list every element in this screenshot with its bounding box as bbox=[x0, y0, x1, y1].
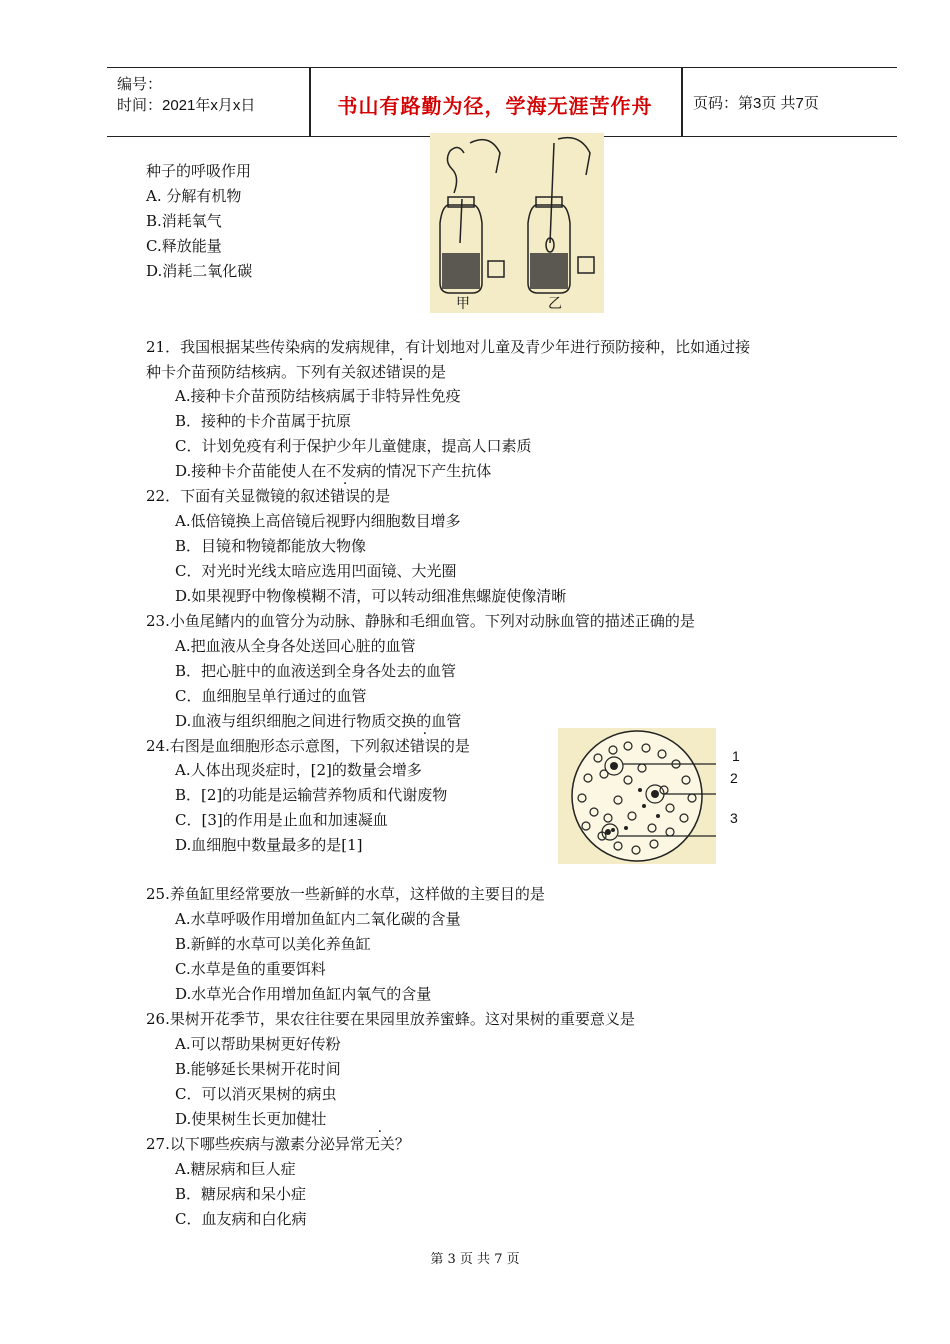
page-header bbox=[107, 67, 897, 137]
header-page-info: 页码：第3页 共7页 bbox=[693, 95, 819, 112]
q23-option-d: D.血液与组织细胞之间进行物质交换的血管 bbox=[175, 712, 462, 730]
q24-option-b: B．[2]的功能是运输营养物质和代谢废物 bbox=[175, 786, 448, 804]
q27-option-b: B．糖尿病和呆小症 bbox=[175, 1185, 307, 1203]
q23-option-a: A.把血液从全身各处送回心脏的血管 bbox=[175, 637, 416, 655]
q25-stem: 25.养鱼缸里经常要放一些新鲜的水草，这样做的主要目的是 bbox=[146, 885, 545, 903]
q24-stem bbox=[146, 736, 470, 756]
q21-option-d: D.接种卡介苗能使人在不发病的情况下产生抗体 bbox=[175, 462, 492, 480]
q27-stem bbox=[146, 1134, 410, 1154]
q27-emphasis: 无关 bbox=[364, 1135, 395, 1153]
q21-stem-line1: 21．我国根据某些传染病的发病规律，有计划地对儿童及青少年进行预防接种，比如通过接 bbox=[146, 338, 751, 356]
header-meta bbox=[117, 74, 255, 116]
q22-option-a: A.低倍镜换上高倍镜后视野内细胞数目增多 bbox=[175, 512, 461, 530]
q24-stem-text: 24.右图是血细胞形态示意图，下列叙述 bbox=[146, 737, 410, 755]
q24-option-c: C．[3]的作用是止血和加速凝血 bbox=[175, 811, 388, 829]
header-divider bbox=[681, 68, 683, 136]
q22-option-b: B．目镜和物镜都能放大物像 bbox=[175, 537, 367, 555]
figure-label-yi: 乙 bbox=[548, 295, 562, 311]
q25-option-a: A.水草呼吸作用增加鱼缸内二氧化碳的含量 bbox=[175, 910, 461, 928]
q20-stem: 种子的呼吸作用 bbox=[146, 162, 252, 180]
q24-option-d: D.血细胞中数量最多的是[1] bbox=[175, 836, 363, 854]
seed-jars-illustration bbox=[430, 133, 604, 313]
q22-option-d: D.如果视野中物像模糊不清，可以转动细准焦螺旋使像清晰 bbox=[175, 587, 567, 605]
q23-option-b: B．把心脏中的血液送到全身各处去的血管 bbox=[175, 662, 457, 680]
q26-option-c: C．可以消灭果树的病虫 bbox=[175, 1085, 337, 1103]
time-label: 时间：2021年x月x日 bbox=[117, 97, 256, 114]
blood-label-1: 1 bbox=[732, 748, 740, 764]
q20-option-d: D.消耗二氧化碳 bbox=[146, 262, 253, 280]
q22-stem-text: 22．下面有关显微镜的叙述 bbox=[146, 487, 331, 505]
blood-label-2: 2 bbox=[730, 770, 738, 786]
q24-emphasis: 错误 bbox=[409, 737, 440, 755]
q22-stem-end: 的是 bbox=[360, 487, 391, 505]
q21-option-a: A.接种卡介苗预防结核病属于非特异性免疫 bbox=[175, 387, 461, 405]
q22-emphasis: 错误 bbox=[330, 487, 361, 505]
serial-label: 编号： bbox=[117, 76, 163, 93]
q27-stem-end: ？ bbox=[394, 1135, 410, 1153]
figure-label-jia: 甲 bbox=[456, 295, 470, 311]
q20-option-a: A. 分解有机物 bbox=[146, 187, 242, 205]
q21-stem-line2 bbox=[146, 362, 446, 382]
q23-stem: 23.小鱼尾鳍内的血管分为动脉、静脉和毛细血管。下列对动脉血管的描述正确的是 bbox=[146, 612, 695, 630]
q22-option-c: C．对光时光线太暗应选用凹面镜、大光圈 bbox=[175, 562, 457, 580]
q21-option-b: B．接种的卡介苗属于抗原 bbox=[175, 412, 352, 430]
blood-cell-illustration bbox=[558, 728, 716, 864]
header-motto: 书山有路勤为径，学海无涯苦作舟 bbox=[337, 96, 653, 118]
q20-option-b: B.消耗氧气 bbox=[146, 212, 222, 230]
q20-option-c: C.释放能量 bbox=[146, 237, 222, 255]
q27-option-a: A.糖尿病和巨人症 bbox=[175, 1160, 296, 1178]
q24-stem-end: 的是 bbox=[439, 737, 470, 755]
seed-jars-figure bbox=[430, 133, 604, 313]
q26-option-b: B.能够延长果树开花时间 bbox=[175, 1060, 341, 1078]
blood-cell-figure bbox=[558, 728, 716, 864]
page-footer: 第 3 页 共 7 页 bbox=[430, 1252, 520, 1267]
q25-option-b: B.新鲜的水草可以美化养鱼缸 bbox=[175, 935, 371, 953]
q21-stem-end: 的是 bbox=[416, 363, 447, 381]
q26-stem: 26.果树开花季节，果农往往要在果园里放养蜜蜂。这对果树的重要意义是 bbox=[146, 1010, 635, 1028]
q25-option-c: C.水草是鱼的重要饵料 bbox=[175, 960, 326, 978]
q25-option-d: D.水草光合作用增加鱼缸内氧气的含量 bbox=[175, 985, 432, 1003]
q21-option-c: C．计划免疫有利于保护少年儿童健康，提高人口素质 bbox=[175, 437, 532, 455]
q27-stem-text: 27.以下哪些疾病与激素分泌异常 bbox=[146, 1135, 365, 1153]
q27-option-c: C．血友病和白化病 bbox=[175, 1210, 307, 1228]
q26-option-a: A.可以帮助果树更好传粉 bbox=[175, 1035, 341, 1053]
q23-option-c: C．血细胞呈单行通过的血管 bbox=[175, 687, 367, 705]
blood-label-3: 3 bbox=[730, 810, 738, 826]
q21-emphasis: 错误 bbox=[386, 363, 417, 381]
q26-option-d: D.使果树生长更加健壮 bbox=[175, 1110, 327, 1128]
q24-option-a: A.人体出现炎症时，[2]的数量会增多 bbox=[175, 761, 422, 779]
q21-stem-text: 种卡介苗预防结核病。下列有关叙述 bbox=[146, 363, 387, 381]
q22-stem bbox=[146, 486, 390, 506]
